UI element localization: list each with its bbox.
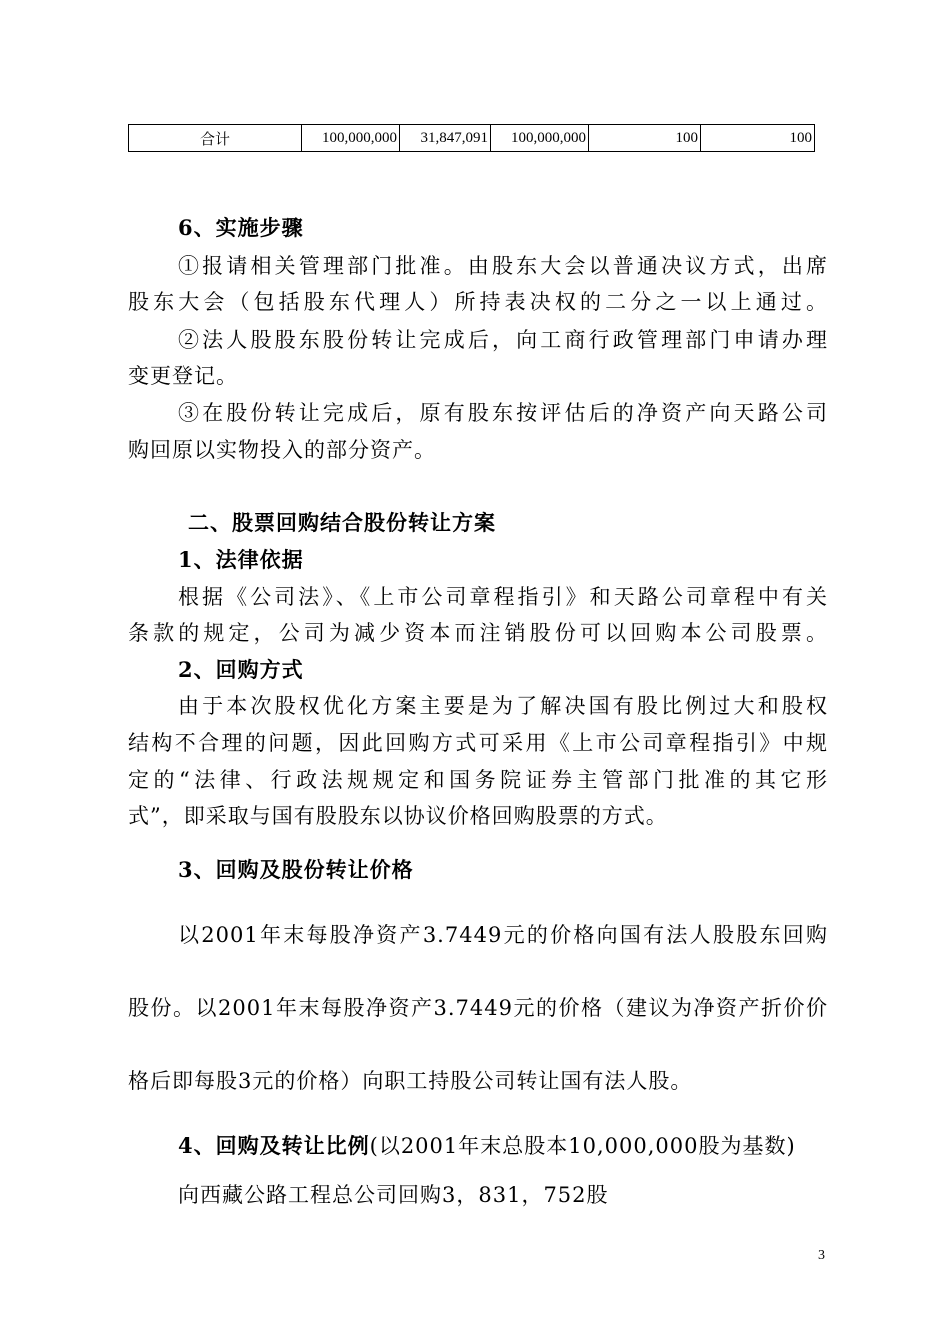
section-heading-note: (以2001年末总股本10,000,000股为基数): [369, 1134, 796, 1158]
paragraph-line: 定的“法律、行政法规规定和国务院证券主管部门批准的其它形: [128, 768, 828, 792]
table-cell-label: 合计: [129, 125, 302, 152]
summary-table: [128, 124, 815, 152]
table-cell: 100,000,000: [491, 125, 589, 152]
paragraph-line: ②法人股股东股份转让完成后，向工商行政管理部门申请办理: [178, 328, 828, 352]
paragraph-line: 股东大会（包括股东代理人）所持表决权的二分之一以上通过。: [128, 290, 828, 314]
table-cell: 100: [701, 125, 815, 152]
table-cell: 100: [589, 125, 701, 152]
paragraph-line: 购回原以实物投入的部分资产。: [128, 438, 436, 462]
paragraph-line: 根据《公司法》、《上市公司章程指引》和天路公司章程中有关: [178, 585, 828, 609]
paragraph-line: 变更登记。: [128, 364, 238, 388]
section-heading: [178, 1132, 878, 1160]
section-heading: 2、回购方式: [178, 657, 304, 682]
table-cell: 100,000,000: [302, 125, 400, 152]
paragraph-line: 股份。以2001年末每股净资产3.7449元的价格（建议为净资产折价价: [128, 996, 828, 1020]
section-heading: 3、回购及股份转让价格: [178, 857, 414, 882]
paragraph-line: 格后即每股3元的价格）向职工持股公司转让国有法人股。: [128, 1069, 693, 1093]
table-cell: 31,847,091: [400, 125, 491, 152]
paragraph-line: 式”，即采取与国有股股东以协议价格回购股票的方式。: [128, 804, 668, 828]
paragraph-line: 以2001年末每股净资产3.7449元的价格向国有法人股股东回购: [178, 923, 828, 947]
paragraph-line: 条款的规定，公司为减少资本而注销股份可以回购本公司股票。: [128, 621, 828, 645]
part-heading: 二、股票回购结合股份转让方案: [188, 510, 496, 535]
paragraph-line: ③在股份转让完成后，原有股东按评估后的净资产向天路公司: [178, 401, 828, 425]
paragraph-line: ①报请相关管理部门批准。由股东大会以普通决议方式，出席: [178, 254, 828, 278]
paragraph-line: 向西藏公路工程总公司回购3，831，752股: [178, 1183, 609, 1207]
section-heading-bold: 4、回购及转让比例: [178, 1133, 370, 1158]
section-heading: 6、实施步骤: [178, 215, 304, 240]
section-heading: 1、法律依据: [178, 547, 304, 572]
paragraph-line: 结构不合理的问题，因此回购方式可采用《上市公司章程指引》中规: [128, 731, 828, 755]
paragraph-line: 由于本次股权优化方案主要是为了解决国有股比例过大和股权: [178, 694, 828, 718]
page-number: 3: [818, 1248, 825, 1263]
table-row-total: [129, 125, 815, 152]
